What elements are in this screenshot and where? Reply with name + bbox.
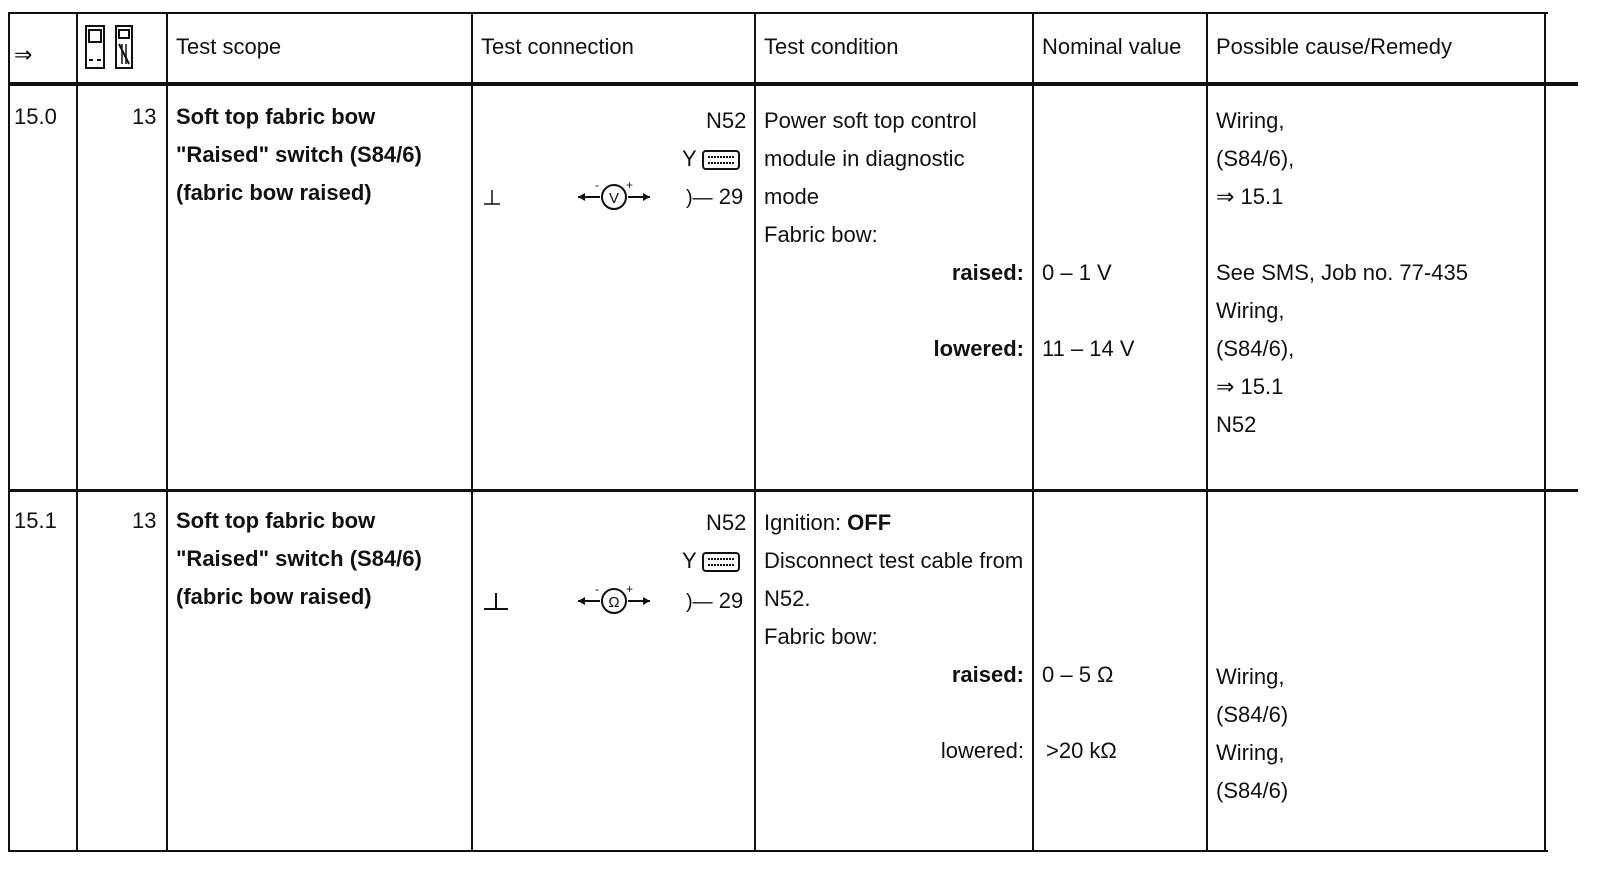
cause-line: (S84/6) [1216, 702, 1289, 727]
cause-line: Wiring, [1216, 740, 1285, 765]
condition-ignition [764, 504, 891, 542]
condition-line: Fabric bow: [764, 624, 878, 649]
col-divider [754, 12, 756, 852]
diagnostic-test-table [8, 12, 1578, 868]
svg-text:-: - [595, 179, 599, 193]
condition-line: Power soft top control [764, 108, 977, 133]
voltmeter-icon [576, 179, 652, 213]
pin-marker: 13 [132, 508, 157, 533]
test-scope-line: (fabric bow raised) [176, 180, 372, 205]
svg-text:+: + [626, 583, 634, 597]
svg-text:-: - [595, 583, 599, 597]
condition-line: N52. [764, 586, 811, 611]
state-raised-label: raised: [951, 260, 1024, 285]
state-lowered-label: lowered: [933, 336, 1024, 361]
connection-pin-number: 29 [718, 184, 744, 209]
tester-handheld-icon [84, 24, 106, 70]
nominal-raised: 0 – 5 Ω [1042, 662, 1114, 687]
cause-line: (S84/6), [1216, 336, 1295, 361]
ground-symbol [482, 582, 510, 620]
ohmmeter-icon [576, 583, 652, 617]
connection-module: N52 [706, 108, 747, 133]
meter-unit: V [608, 190, 620, 208]
test-scope-line: (fabric bow raised) [176, 584, 372, 609]
header-possible-cause: Possible cause/Remedy [1216, 34, 1453, 59]
ground-icon [482, 591, 510, 613]
cause-line: See SMS, Job no. 77-435 [1216, 260, 1468, 285]
connection-module: N52 [706, 510, 747, 535]
test-scope-line: Soft top fabric bow [176, 508, 376, 533]
connection-y [682, 542, 740, 580]
condition-line: Disconnect test cable from [764, 548, 1024, 573]
cause-line: (S84/6) [1216, 778, 1289, 803]
table-top-border [8, 12, 1548, 14]
condition-ignition-label: Ignition: [764, 510, 848, 535]
table-bottom-border [8, 850, 1548, 852]
meter-symbol [576, 176, 652, 214]
connector-plug-icon [702, 551, 740, 573]
meter-symbol [576, 580, 652, 618]
test-scope-line: Soft top fabric bow [176, 104, 376, 129]
connection-y-label: Y [682, 548, 697, 573]
meter-unit: Ω [608, 594, 620, 612]
col-divider [1032, 12, 1034, 852]
connection-y [682, 140, 740, 178]
step-number: 15.0 [14, 104, 57, 129]
tester-multimeter-icon [112, 24, 136, 70]
connector-plug-icon [702, 149, 740, 171]
tester-icons [84, 24, 136, 70]
svg-text:+: + [626, 179, 634, 193]
test-scope-line: "Raised" switch (S84/6) [176, 142, 422, 167]
cause-line: ⇒ 15.1 [1216, 374, 1284, 399]
pin-marker: 13 [132, 104, 157, 129]
col-divider [1544, 12, 1546, 852]
cause-line: (S84/6), [1216, 146, 1295, 171]
connection-pin: )— 29 [686, 184, 744, 209]
header-test-connection: Test connection [481, 34, 634, 59]
cause-line: Wiring, [1216, 108, 1285, 133]
connection-pin-number: 29 [718, 588, 744, 613]
state-raised-label: raised: [951, 662, 1024, 687]
condition-ignition-state: OFF [847, 510, 892, 535]
col-divider [8, 12, 10, 852]
header-test-condition: Test condition [764, 34, 899, 59]
condition-line: module in diagnostic [764, 146, 965, 171]
test-scope-line: "Raised" switch (S84/6) [176, 546, 422, 571]
row-divider [8, 489, 1578, 492]
step-number: 15.1 [14, 508, 57, 533]
connection-pin: )— 29 [686, 588, 744, 613]
ground-icon [482, 188, 502, 208]
header-nominal-value: Nominal value [1042, 34, 1182, 59]
header-test-scope: Test scope [176, 34, 282, 59]
cause-line: N52 [1216, 412, 1257, 437]
col-divider [76, 12, 78, 852]
col-divider [1206, 12, 1208, 852]
nominal-lowered: >20 kΩ [1046, 738, 1117, 763]
condition-line: mode [764, 184, 820, 209]
ground-symbol [482, 178, 502, 216]
cause-line: Wiring, [1216, 298, 1285, 323]
nominal-lowered: 11 – 14 V [1042, 336, 1135, 361]
state-lowered-label: lowered: [940, 738, 1024, 763]
connection-y-label: Y [682, 146, 697, 171]
nominal-raised: 0 – 1 V [1042, 260, 1112, 285]
condition-line: Fabric bow: [764, 222, 878, 247]
cause-line: Wiring, [1216, 664, 1285, 689]
col-divider [166, 12, 168, 852]
header-arrow: ⇒ [14, 42, 33, 67]
col-divider [471, 12, 473, 852]
cause-line: ⇒ 15.1 [1216, 184, 1284, 209]
header-bottom-border [8, 82, 1578, 86]
